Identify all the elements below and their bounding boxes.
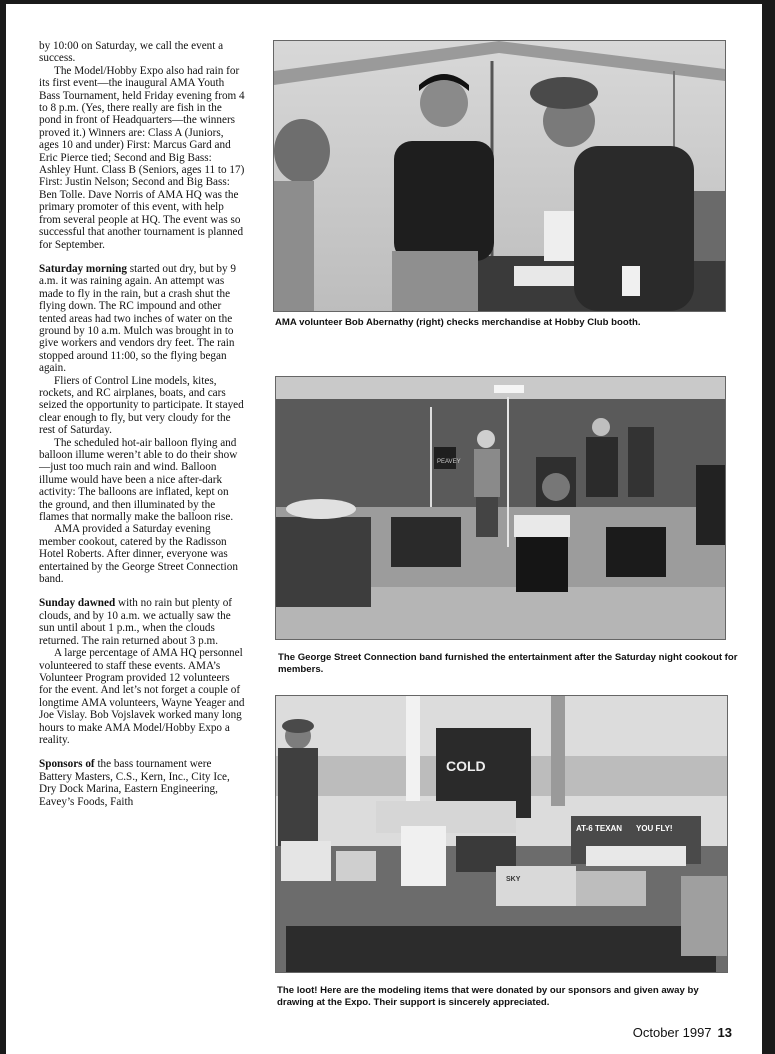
article-paragraph: Saturday morning started out dry, but by 9 a.m. it was raining again. An attempt was made to fly in the rain, but a crash shut the flying down. The RC impound and other tented areas had two inches of water on the ground by 10 a.m. Mulch was brought in to give workers and vendors dry feet. The rain stopped around 11:00, so the flying began again. xyxy=(39,262,236,375)
article-paragraph: by 10:00 on Saturday, we call the event a success. xyxy=(39,40,224,65)
photo-band xyxy=(275,376,726,640)
magazine-page xyxy=(6,4,762,1054)
photo-prizes-image xyxy=(276,696,727,972)
photo-caption: The George Street Connection band furnished the entertainment after the Saturday night cookout for members. xyxy=(278,652,738,675)
article-paragraph: A large percentage of AMA HQ personnel volunteered to staff these events. AMA’s Volunteer Program provided 12 volunteers for the event. And let’s not forget a couple of longtime AMA volunteers, Wayne Yeager and Joe Vislay. Bob Vojslavek worked many long hours to make AMA Model/Hobby Expo a reality. xyxy=(39,647,245,746)
article-column xyxy=(39,40,245,808)
photo-caption: AMA volunteer Bob Abernathy (right) checks merchandise at Hobby Club booth. xyxy=(275,317,641,328)
article-paragraph: The scheduled hot-air balloon flying and balloon illume weren’t able to do their show—just too much rain and wind. Balloon illume would have been a nice after-dark activity: The balloons are inflated, kept on the ground, and then illuminated by the flames that normally make the balloon rise. xyxy=(39,436,238,524)
box-label: AT-6 TEXAN xyxy=(576,824,623,833)
cooler-logo: COLD xyxy=(446,758,486,774)
article-paragraph: Fliers of Control Line models, kites, rockets, and RC airplanes, boats, and cars seized the opportunity to participate. It stayed clear enough to fly, but very cloudy for the rest of Saturday. xyxy=(39,374,244,437)
photo-prizes xyxy=(275,695,728,973)
photo-band-image xyxy=(276,377,725,639)
photo-hobby-club-booth-image xyxy=(274,41,725,311)
article-paragraph: The Model/Hobby Expo also had rain for its first event—the inaugural AMA Youth Bass Tournament, held Friday evening from 4 to 8 p.m. (Yes, there really are fish in the pond in front of Headquarters—the winners proved it.) Winners are: Class A (Juniors, ages 10 and under) First: Marcus Gard and Eric Pierce tied; Second and Big Bass: Ashley Hunt. Class B (Seniors, ages 11 to 17) First: Justin Nelson; Second and Big Bass: Ben Tolle. Dave Norris of AMA HQ was the primary promoter of this event, with help from several people at HQ. The event was so successful that another tournament is planned for September. xyxy=(39,64,245,251)
article-paragraph: AMA provided a Saturday evening member cookout, catered by the Radisson Hotel Roberts. After dinner, everyone was entertained by the George Street Connection band. xyxy=(39,523,238,586)
speaker-logo: PEAVEY xyxy=(437,459,461,465)
page-number: 13 xyxy=(717,1025,732,1040)
photo-hobby-club-booth xyxy=(273,40,726,312)
article-paragraph: Sunday dawned with no rain but plenty of clouds, and by 10 a.m. we actually saw the sun until about 1 p.m., when the clouds returned. The rain returned about 3 p.m. xyxy=(39,597,233,647)
photo-caption: The loot! Here are the modeling items that were donated by our sponsors and given away by drawing at the Expo. Their support is sincerely appreciated. xyxy=(277,985,699,1008)
page-footer xyxy=(633,1025,732,1040)
issue-date: October 1997 xyxy=(632,1025,712,1040)
box-label: SKY xyxy=(506,876,521,883)
box-label: YOU FLY! xyxy=(636,824,673,833)
article-paragraph: Sponsors of the bass tournament were Battery Masters, C.S., Kern, Inc., City Ice, Dry Dock Marina, Eastern Engineering, Eavey’s Foods, Faith xyxy=(39,758,230,808)
